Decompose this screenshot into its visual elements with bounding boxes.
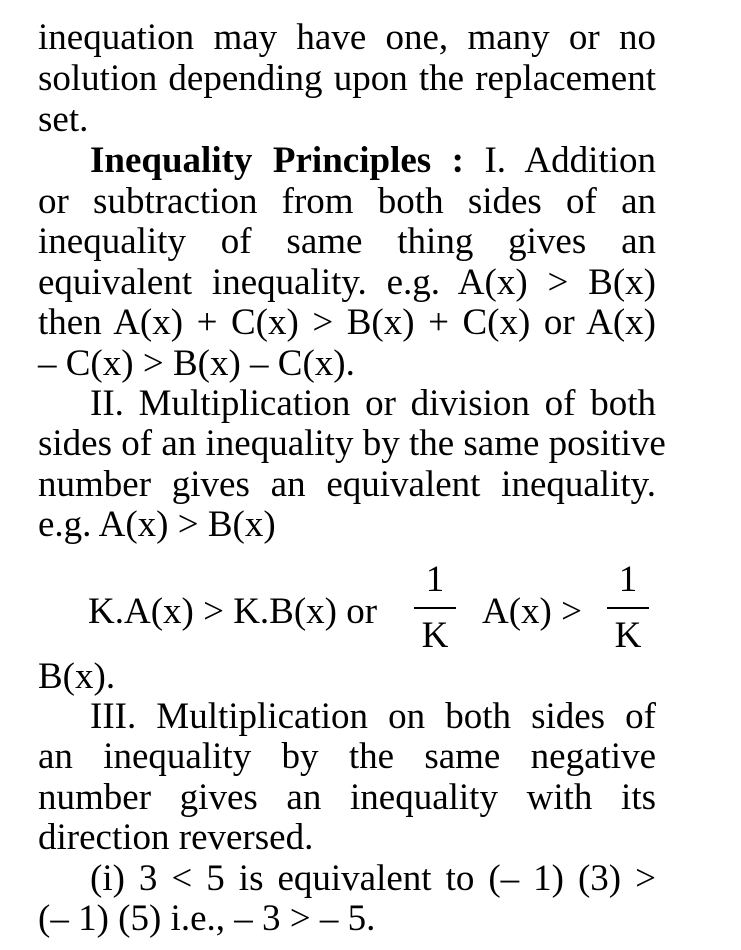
fraction-one-over-k — [410, 560, 460, 660]
text-line: B(x). — [38, 656, 116, 697]
principles-heading-line — [90, 141, 656, 181]
text-line: equivalent inequality. e.g. A(x) > B(x) — [38, 262, 656, 303]
text-line: III. Multiplication on both sides of — [90, 696, 656, 737]
text-line: number gives an inequality with its — [38, 777, 656, 818]
formula — [88, 560, 658, 660]
principle-1-start: I. Addition — [484, 140, 656, 181]
formula-left: K.A(x) > K.B(x) or — [88, 591, 378, 632]
fraction-one-over-k — [603, 560, 653, 660]
text-line: II. Multiplication or division of both — [90, 383, 656, 424]
fraction-denominator: K — [614, 615, 642, 656]
text-line: or subtraction from both sides of an — [38, 181, 656, 222]
text-line: inequation may have one, many or no — [38, 17, 656, 58]
fraction-numerator: 1 — [618, 559, 638, 600]
fraction-denominator: K — [421, 615, 449, 656]
text-line: (– 1) (5) i.e., – 3 > – 5. — [38, 898, 376, 939]
text-line: set. — [38, 99, 89, 140]
fraction-bar — [607, 607, 649, 609]
formula-middle: A(x) > — [482, 591, 582, 632]
fraction-numerator: 1 — [425, 559, 445, 600]
text-line: – C(x) > B(x) – C(x). — [38, 343, 355, 384]
text-line: number gives an equivalent inequality. — [38, 464, 656, 505]
fraction-bar — [414, 607, 456, 609]
text-line: sides of an inequality by the same positive — [38, 423, 666, 464]
text-line: inequality of same thing gives an — [38, 221, 656, 262]
text-line: then A(x) + C(x) > B(x) + C(x) or A(x) — [38, 302, 656, 343]
text-line: direction reversed. — [38, 817, 314, 858]
text-line: an inequality by the same negative — [38, 736, 656, 777]
text-line: (i) 3 < 5 is equivalent to (– 1) (3) > — [90, 858, 656, 899]
text-line: e.g. A(x) > B(x) — [38, 504, 276, 545]
text-line: solution depending upon the replacement — [38, 58, 656, 99]
principles-heading: Inequality Principles : — [90, 140, 464, 181]
